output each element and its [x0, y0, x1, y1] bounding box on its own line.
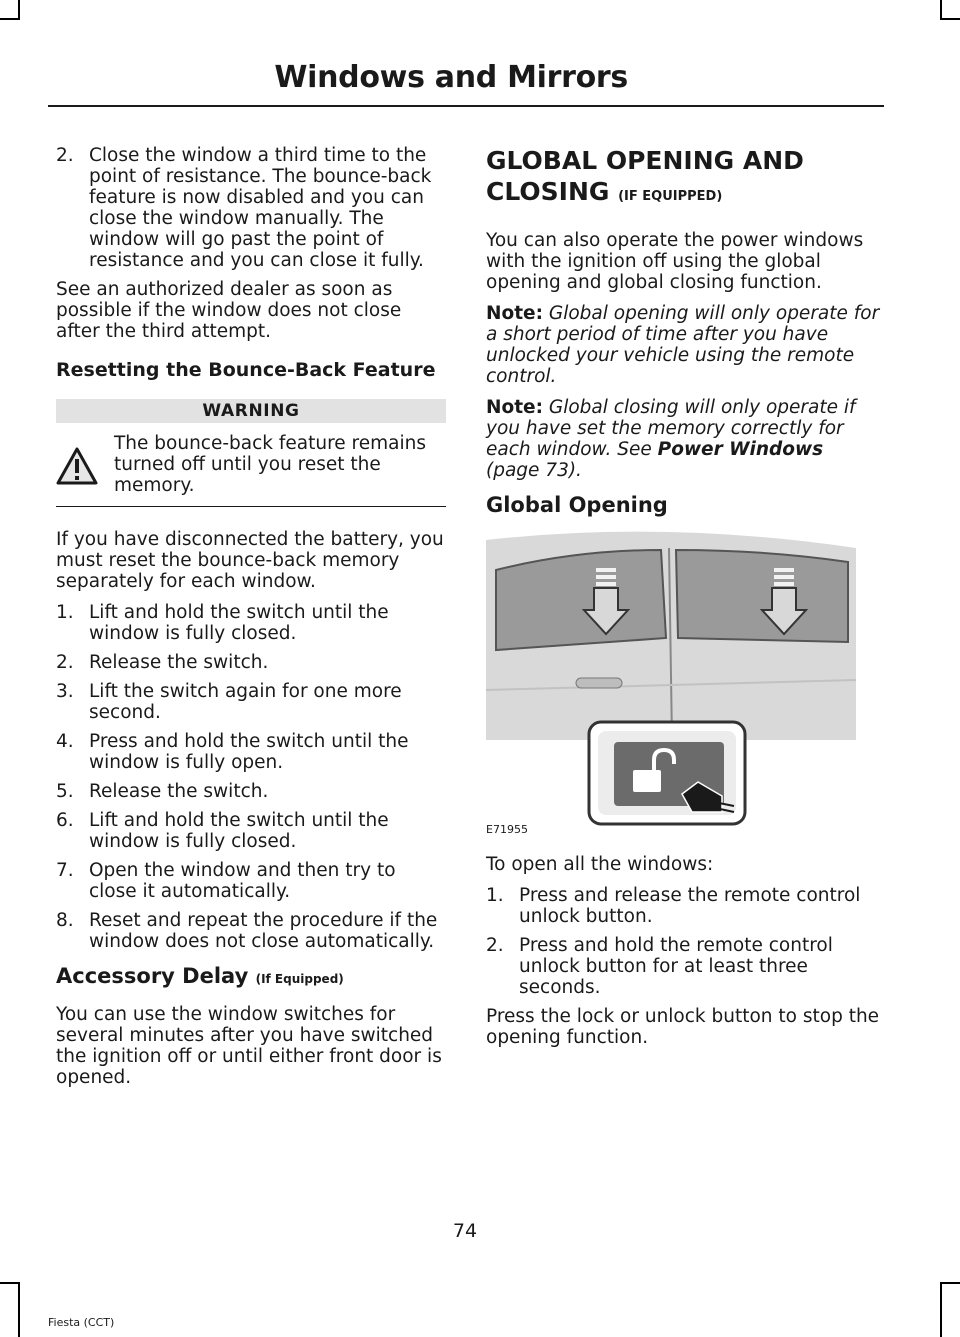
crop-mark	[18, 0, 20, 20]
step-text: Release the switch.	[89, 781, 269, 802]
warning-box	[56, 423, 446, 507]
crop-mark	[940, 1282, 942, 1337]
list-item	[56, 652, 446, 673]
crop-mark	[942, 1282, 960, 1284]
list-item	[56, 781, 446, 802]
crop-mark	[940, 0, 942, 20]
step-text: Press and hold the switch until the window is fully open.	[89, 731, 409, 773]
list-item	[56, 602, 446, 644]
warning-text: The bounce-back feature remains turned off until you reset the memory.	[114, 433, 426, 496]
step-number: 4.	[56, 731, 74, 752]
step-number: 2.	[486, 935, 504, 956]
step-text: Press and hold the remote control unlock button for at least three seconds.	[519, 935, 833, 998]
paragraph-battery: If you have disconnected the battery, you must reset the bounce-back memory separately for each window.	[56, 529, 444, 592]
warning-triangle-icon	[56, 433, 114, 496]
step-number: 2.	[56, 145, 74, 166]
step-text: Release the switch.	[89, 652, 269, 673]
crop-mark	[0, 18, 18, 20]
crop-mark	[942, 18, 960, 20]
list-item	[56, 810, 446, 852]
list-item	[56, 731, 446, 773]
step-number: 2.	[56, 652, 74, 673]
step-text: Press and release the remote control unlock button.	[519, 885, 861, 927]
page-header-title: Windows and Mirrors	[274, 60, 628, 95]
step-text: Close the window a third time to the point of resistance. The bounce-back feature is now disabled and you can close the window manually. The window will go past the point of resistance and you can close it fully.	[89, 145, 432, 271]
note-2	[486, 397, 881, 481]
step-text: Lift the switch again for one more second.	[89, 681, 402, 723]
page-number: 74	[452, 1220, 478, 1242]
step-number: 7.	[56, 860, 74, 881]
section-title-line2: CLOSING	[486, 177, 610, 206]
step-number: 6.	[56, 810, 74, 831]
figure-code: E71955	[486, 823, 528, 836]
step-text: Open the window and then try to close it automatically.	[89, 860, 396, 902]
global-opening-figure	[486, 530, 856, 842]
note-text: Global opening will only operate for a short period of time after you have unlocked your vehicle using the remote control.	[486, 303, 880, 387]
warning-label: WARNING	[56, 399, 446, 423]
header-rule	[48, 105, 884, 107]
reset-heading: Resetting the Bounce-Back Feature	[56, 359, 436, 381]
list-item	[486, 935, 881, 998]
step-text: Reset and repeat the procedure if the window does not close automatically.	[89, 910, 438, 952]
section-title-line2-wrap	[486, 176, 881, 212]
power-windows-link[interactable]: Power Windows	[657, 439, 824, 460]
step-number: 3.	[56, 681, 74, 702]
section-title-line1: GLOBAL OPENING AND	[486, 146, 804, 175]
crop-mark	[18, 1282, 20, 1337]
list-item	[56, 910, 446, 952]
section-title	[486, 145, 881, 212]
note-text: Global closing will only operate if you have set the memory correctly for each window. See	[486, 397, 856, 460]
global-opening-heading: Global Opening	[486, 493, 668, 517]
car-window-illustration	[486, 530, 856, 842]
step-number: 5.	[56, 781, 74, 802]
remote-unlock-button-icon	[589, 722, 745, 824]
crop-mark	[0, 1282, 18, 1284]
list-item	[56, 860, 446, 902]
paragraph-to-open: To open all the windows:	[486, 854, 714, 875]
paragraph-intro: You can also operate the power windows with the ignition off using the global opening and global closing function.	[486, 230, 864, 293]
paragraph-stop: Press the lock or unlock button to stop the opening function.	[486, 1006, 880, 1048]
left-column	[56, 145, 446, 1098]
step-number: 1.	[56, 602, 74, 623]
page-reference: (page 73).	[486, 460, 582, 481]
note-label: Note:	[486, 303, 543, 324]
paragraph-dealer: See an authorized dealer as soon as possible if the window does not close after the third attempt.	[56, 279, 402, 342]
right-column	[486, 145, 881, 1058]
list-item	[486, 885, 881, 927]
step-number: 1.	[486, 885, 504, 906]
step-number: 8.	[56, 910, 74, 931]
list-item	[56, 145, 446, 271]
step-text: Lift and hold the switch until the window is fully closed.	[89, 810, 389, 852]
note-label: Note:	[486, 397, 543, 418]
footer-model: Fiesta (CCT)	[48, 1316, 115, 1329]
paragraph-accessory: You can use the window switches for several minutes after you have switched the ignition off or until either front door is opened.	[56, 1004, 442, 1088]
list-item	[56, 681, 446, 723]
accessory-delay-suffix: (If Equipped)	[255, 972, 344, 986]
accessory-delay-heading	[56, 966, 446, 990]
section-title-suffix: (IF EQUIPPED)	[618, 189, 723, 204]
accessory-delay-title: Accessory Delay	[56, 964, 249, 988]
step-text: Lift and hold the switch until the window is fully closed.	[89, 602, 389, 644]
note-1	[486, 303, 881, 387]
